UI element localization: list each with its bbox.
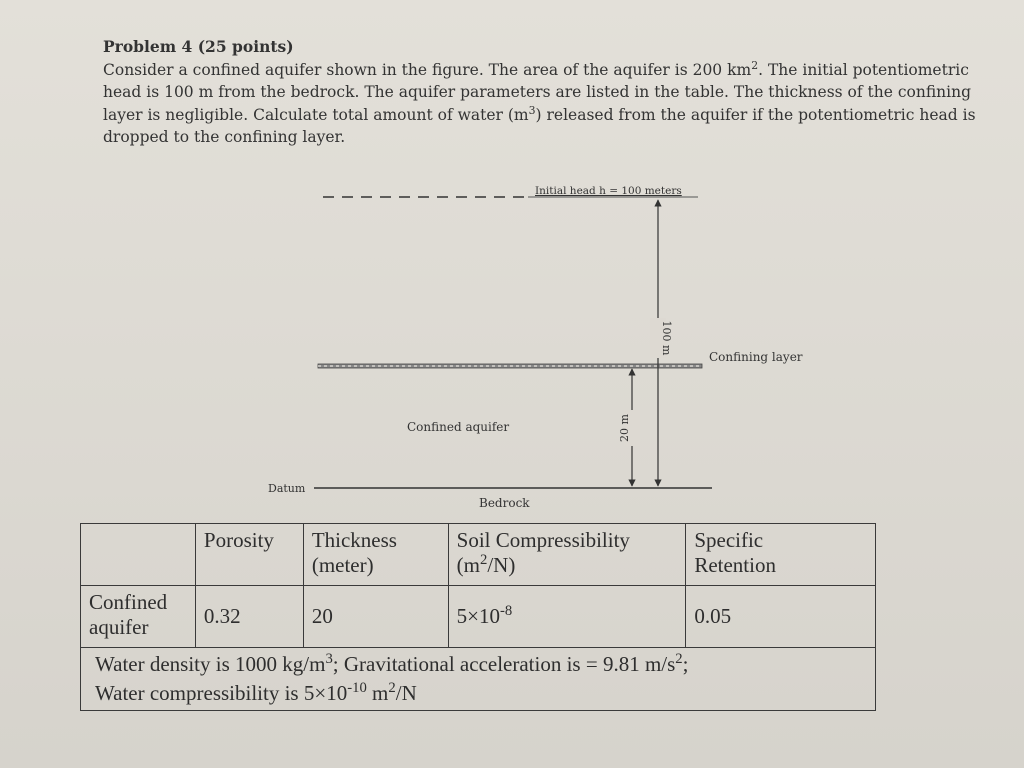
confined-aquifer-label: Confined aquifer [407,420,510,434]
table-header-row [81,524,876,586]
datum-label: Datum [268,482,306,495]
problem-heading: Problem 4 (25 points) [103,37,294,56]
aquifer-parameters-table [80,523,876,711]
table-notes: Water density is 1000 $kg/m^3$; Gravitational acceleration is = 9.81 $m/s^2$; Water compressibility is $5\times 10^{-10}$ $m^2/N$ [81,648,876,711]
cell-specific-retention: 0.05 [686,586,876,648]
cell-soil-compressibility: $5\times 10^{-8}$ [448,586,686,648]
cell-porosity: 0.32 [195,586,303,648]
problem-text: Consider a confined aquifer shown in the figure. The area of the aquifer is 200 $km^2$. The initial potentiometric head is 100 m from the bedrock. The aquifer parameters are listed in the table. The thickness of the confining layer is negligible. Calculate total amount of water $(m^3)$ released from the aquifer if the potentiometric head is dropped to the confining layer. [103,58,976,146]
cell-thickness: 20 [303,586,448,648]
header-thickness: Thickness (meter) [303,524,448,586]
table-corner-cell [81,524,196,586]
thickness-dimension-label: 20 m [618,414,631,442]
bedrock-label: Bedrock [479,496,530,510]
confining-layer-label: Confining layer [709,350,803,364]
header-porosity: Porosity [195,524,303,586]
header-soil-compressibility: Soil Compressibility $(m^2/N)$ [448,524,686,586]
table-row [81,586,876,648]
initial-head-label: Initial head h = 100 meters [535,185,682,197]
row-label-confined-aquifer: Confined aquifer [81,586,196,648]
head-dimension-label: 100 m [660,320,673,356]
header-specific-retention: Specific Retention [686,524,876,586]
table-notes-row [81,648,876,711]
